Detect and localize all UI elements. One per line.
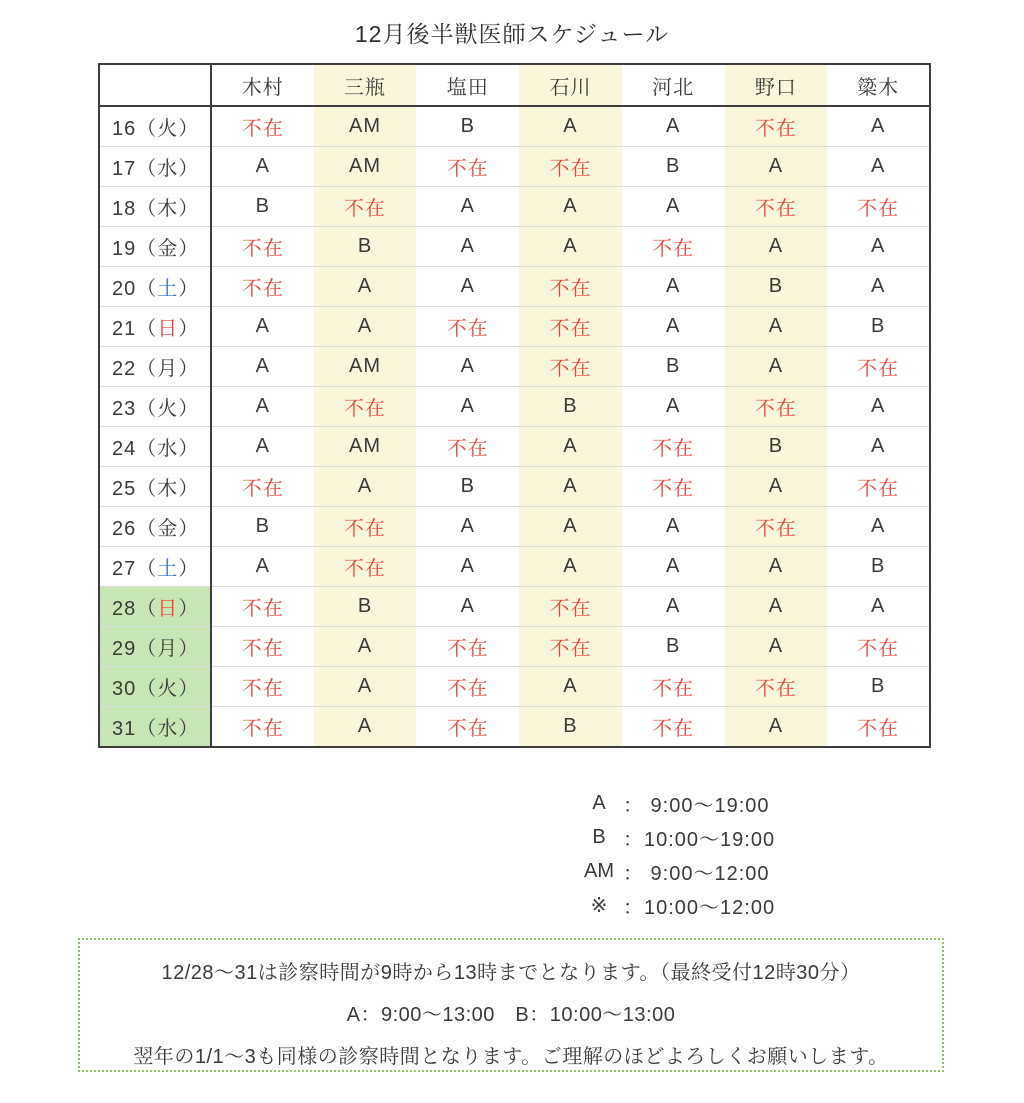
schedule-cell: AM	[314, 427, 417, 467]
schedule-cell: A	[211, 307, 314, 347]
schedule-cell: A	[416, 187, 519, 227]
weekday-label: 月	[157, 638, 179, 660]
page-title: 12月後半獣医師スケジュール	[354, 21, 670, 47]
date-cell: 26（金）	[99, 507, 211, 547]
date-cell: 25（木）	[99, 467, 211, 507]
schedule-cell: A	[314, 467, 417, 507]
schedule-cell: 不在	[622, 467, 725, 507]
schedule-cell: A	[622, 106, 725, 147]
schedule-cell: A	[622, 387, 725, 427]
table-row	[99, 347, 930, 387]
schedule-cell: 不在	[827, 467, 930, 507]
schedule-cell: AM	[314, 106, 417, 147]
schedule-cell: A	[725, 307, 828, 347]
schedule-cell: 不在	[827, 627, 930, 667]
legend-row	[576, 888, 775, 922]
schedule-cell: 不在	[314, 187, 417, 227]
legend-label: AM	[584, 859, 614, 882]
weekday-label: 月	[157, 358, 179, 380]
schedule-cell: A	[519, 667, 622, 707]
schedule-cell: A	[519, 187, 622, 227]
weekday-label: 水	[157, 718, 179, 740]
schedule-cell: 不在	[416, 667, 519, 707]
date-cell: 21（日）	[99, 307, 211, 347]
date-cell: 17（水）	[99, 147, 211, 187]
schedule-cell: A	[211, 347, 314, 387]
schedule-cell: A	[827, 267, 930, 307]
date-cell: 27（土）	[99, 547, 211, 587]
schedule-cell: B	[314, 227, 417, 267]
date-cell: 28（日）	[99, 587, 211, 627]
schedule-cell: A	[519, 227, 622, 267]
schedule-body	[99, 106, 930, 747]
column-header: 石川	[519, 64, 622, 106]
schedule-cell: A	[416, 227, 519, 267]
schedule-cell: 不在	[725, 106, 828, 147]
schedule-cell: B	[416, 106, 519, 147]
schedule-cell: 不在	[725, 667, 828, 707]
column-header: 簗木	[827, 64, 930, 106]
notice-line: 12/28～31は診察時間が9時から13時までとなります。（最終受付12時30分）	[161, 962, 861, 984]
column-header: 三瓶	[314, 64, 417, 106]
weekday-label: 金	[157, 518, 179, 540]
weekday-label: 火	[157, 398, 179, 420]
schedule-cell: B	[827, 667, 930, 707]
schedule-cell: 不在	[827, 347, 930, 387]
schedule-cell: 不在	[211, 707, 314, 748]
legend-time: 9:00～19:00	[644, 794, 770, 817]
schedule-cell: A	[622, 307, 725, 347]
date-cell: 29（月）	[99, 627, 211, 667]
schedule-cell: B	[725, 427, 828, 467]
schedule-cell: 不在	[211, 227, 314, 267]
schedule-cell: A	[827, 227, 930, 267]
schedule-cell: 不在	[314, 387, 417, 427]
schedule-cell: A	[519, 547, 622, 587]
schedule-cell: A	[416, 387, 519, 427]
schedule-cell: B	[622, 347, 725, 387]
legend-colon: ：	[623, 828, 643, 851]
weekday-label: 水	[157, 158, 179, 180]
schedule-cell: A	[519, 106, 622, 147]
legend-colon: ：	[623, 794, 643, 817]
schedule-cell: A	[314, 627, 417, 667]
schedule-cell: A	[725, 467, 828, 507]
schedule-cell: 不在	[622, 227, 725, 267]
schedule-cell: A	[827, 387, 930, 427]
legend-row	[576, 786, 775, 820]
schedule-cell: A	[314, 307, 417, 347]
date-cell: 19（金）	[99, 227, 211, 267]
schedule-cell: A	[519, 467, 622, 507]
schedule-cell: 不在	[314, 507, 417, 547]
schedule-cell: 不在	[416, 707, 519, 748]
date-cell: 22（月）	[99, 347, 211, 387]
schedule-cell: AM	[314, 347, 417, 387]
table-row	[99, 587, 930, 627]
schedule-cell: A	[519, 507, 622, 547]
schedule-cell: A	[211, 147, 314, 187]
schedule-cell: B	[416, 467, 519, 507]
date-cell: 30（火）	[99, 667, 211, 707]
legend-time: 9:00～12:00	[644, 862, 770, 885]
schedule-cell: 不在	[827, 187, 930, 227]
schedule-cell: 不在	[622, 707, 725, 748]
schedule-cell: B	[622, 147, 725, 187]
legend-time: 10:00～19:00	[644, 828, 776, 851]
date-cell: 24（水）	[99, 427, 211, 467]
schedule-cell: B	[211, 187, 314, 227]
schedule-cell: A	[519, 427, 622, 467]
schedule-cell: A	[827, 507, 930, 547]
table-row	[99, 307, 930, 347]
schedule-cell: 不在	[725, 187, 828, 227]
schedule-cell: A	[622, 507, 725, 547]
schedule-cell: 不在	[519, 627, 622, 667]
schedule-cell: A	[725, 707, 828, 748]
table-row	[99, 467, 930, 507]
table-row	[99, 507, 930, 547]
schedule-cell: 不在	[416, 307, 519, 347]
schedule-cell: A	[416, 507, 519, 547]
schedule-cell: 不在	[519, 267, 622, 307]
table-row	[99, 227, 930, 267]
schedule-cell: 不在	[827, 707, 930, 748]
notice-box	[78, 938, 944, 1072]
legend-colon: ：	[623, 862, 643, 885]
table-row	[99, 627, 930, 667]
schedule-cell: B	[827, 307, 930, 347]
schedule-cell: 不在	[519, 347, 622, 387]
weekday-label: 土	[157, 278, 179, 300]
table-row	[99, 707, 930, 748]
schedule-cell: 不在	[314, 547, 417, 587]
table-row	[99, 427, 930, 467]
schedule-cell: 不在	[211, 467, 314, 507]
schedule-cell: 不在	[416, 627, 519, 667]
schedule-cell: A	[314, 707, 417, 748]
schedule-cell: A	[416, 347, 519, 387]
legend-row	[576, 854, 775, 888]
notice-line: 翌年の1/1～3も同様の診察時間となります。ご理解のほどよろしくお願いします。	[133, 1046, 889, 1068]
table-row	[99, 547, 930, 587]
schedule-cell: A	[622, 267, 725, 307]
schedule-cell: 不在	[211, 587, 314, 627]
weekday-label: 木	[157, 478, 179, 500]
schedule-cell: A	[416, 267, 519, 307]
schedule-cell: A	[211, 427, 314, 467]
legend-label: ※	[590, 894, 608, 917]
weekday-label: 日	[157, 318, 179, 340]
table-row	[99, 187, 930, 227]
schedule-cell: AM	[314, 147, 417, 187]
schedule-cell: 不在	[622, 667, 725, 707]
schedule-cell: 不在	[211, 267, 314, 307]
table-row	[99, 667, 930, 707]
weekday-label: 木	[157, 198, 179, 220]
schedule-cell: A	[725, 147, 828, 187]
schedule-cell: A	[725, 347, 828, 387]
column-header: 塩田	[416, 64, 519, 106]
schedule-cell: 不在	[519, 147, 622, 187]
legend-colon: ：	[623, 896, 643, 919]
schedule-cell: A	[622, 547, 725, 587]
schedule-cell: A	[827, 427, 930, 467]
weekday-label: 火	[157, 118, 179, 140]
notice-line: A：9:00～13:00 B：10:00～13:00	[346, 1004, 676, 1026]
schedule-cell: A	[725, 547, 828, 587]
schedule-table	[98, 63, 931, 748]
weekday-label: 日	[157, 598, 179, 620]
schedule-cell: A	[725, 587, 828, 627]
column-header: 木村	[211, 64, 314, 106]
schedule-cell: 不在	[725, 507, 828, 547]
schedule-cell: A	[314, 267, 417, 307]
weekday-label: 火	[157, 678, 179, 700]
schedule-cell: B	[211, 507, 314, 547]
schedule-cell: A	[211, 387, 314, 427]
schedule-cell: A	[725, 627, 828, 667]
schedule-cell: 不在	[519, 307, 622, 347]
schedule-cell: 不在	[211, 627, 314, 667]
legend-row	[576, 820, 775, 854]
schedule-cell: A	[314, 667, 417, 707]
date-cell: 31（水）	[99, 707, 211, 748]
schedule-cell: 不在	[416, 427, 519, 467]
schedule-cell: 不在	[211, 106, 314, 147]
date-cell: 18（木）	[99, 187, 211, 227]
schedule-cell: A	[416, 547, 519, 587]
schedule-cell: B	[827, 547, 930, 587]
schedule-cell: 不在	[211, 667, 314, 707]
weekday-label: 水	[157, 438, 179, 460]
schedule-cell: 不在	[519, 587, 622, 627]
date-cell: 16（火）	[99, 106, 211, 147]
schedule-cell: A	[416, 587, 519, 627]
table-header-row	[99, 64, 930, 106]
schedule-cell: A	[622, 187, 725, 227]
schedule-cell: 不在	[416, 147, 519, 187]
weekday-label: 土	[157, 558, 179, 580]
date-cell: 20（土）	[99, 267, 211, 307]
legend-label: A	[592, 791, 606, 814]
table-row	[99, 106, 930, 147]
schedule-cell: B	[519, 387, 622, 427]
schedule-cell: B	[519, 707, 622, 748]
schedule-cell: A	[211, 547, 314, 587]
legend	[576, 786, 775, 922]
schedule-cell: A	[622, 587, 725, 627]
schedule-cell: B	[622, 627, 725, 667]
legend-label: B	[592, 825, 606, 848]
schedule-cell: A	[827, 147, 930, 187]
date-cell: 23（火）	[99, 387, 211, 427]
schedule-cell: 不在	[725, 387, 828, 427]
column-header: 河北	[622, 64, 725, 106]
table-row	[99, 147, 930, 187]
schedule-cell: A	[827, 587, 930, 627]
table-row	[99, 267, 930, 307]
legend-time: 10:00～12:00	[644, 896, 776, 919]
schedule-cell: A	[827, 106, 930, 147]
table-row	[99, 387, 930, 427]
corner-cell	[99, 64, 211, 106]
schedule-cell: B	[314, 587, 417, 627]
schedule-cell: A	[725, 227, 828, 267]
column-header: 野口	[725, 64, 828, 106]
schedule-cell: B	[725, 267, 828, 307]
weekday-label: 金	[157, 238, 179, 260]
schedule-cell: 不在	[622, 427, 725, 467]
